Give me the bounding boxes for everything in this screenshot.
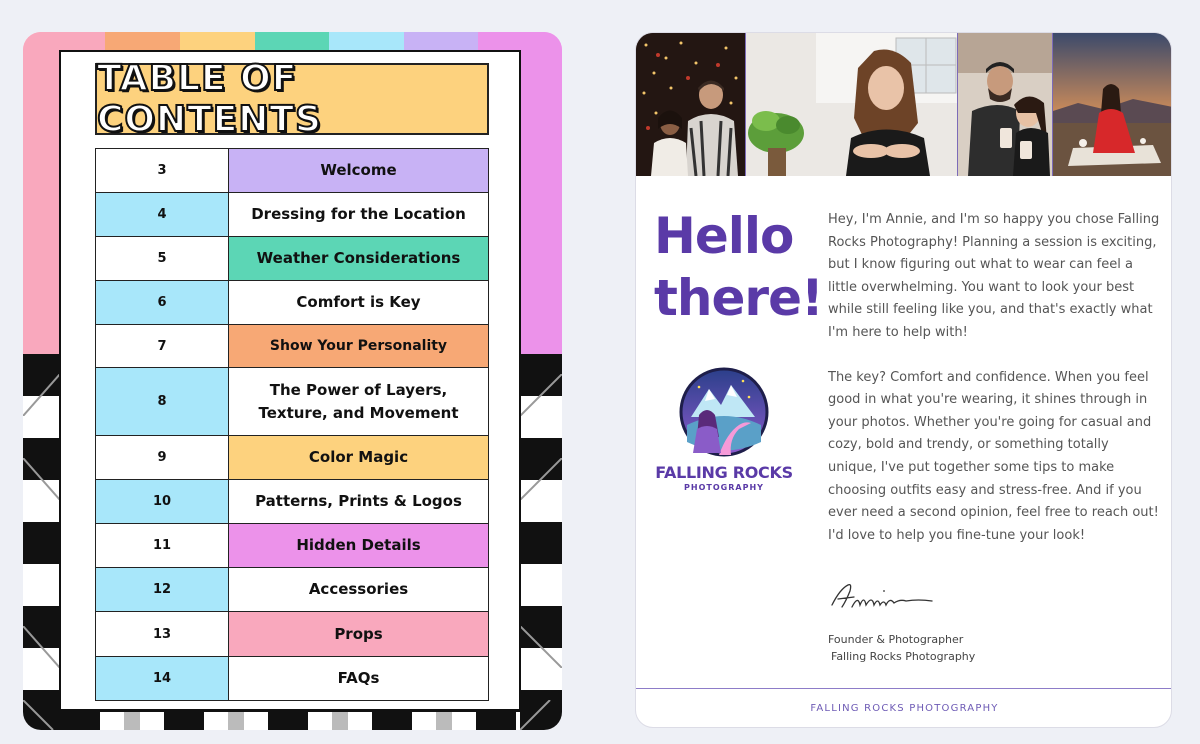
footer-divider [636, 688, 1172, 689]
diagonal-tile [23, 700, 60, 730]
toc-page-number: 10 [96, 480, 229, 524]
color-stripe-row [23, 32, 562, 50]
toc-page-number: 4 [96, 193, 229, 237]
intro-paragraph: Hey, I'm Annie, and I'm so happy you chose Falling Rocks Photography! Planning a session is exciting, but I know figuring out what to wear can feel a little overwhelming. You want to look your best while still feeling like you, and that's exactly what I'm here to help with! [828, 212, 1160, 340]
toc-page [23, 32, 562, 730]
sunset-portrait-photo [1053, 33, 1172, 176]
toc-row[interactable] [96, 436, 489, 480]
diagonal-tile [23, 626, 60, 668]
toc-page-number: 12 [96, 568, 229, 612]
toc-row[interactable] [96, 281, 489, 325]
toc-section-label[interactable]: Color Magic [229, 436, 489, 480]
toc-section-label[interactable]: Show Your Personality [229, 325, 489, 368]
greeting-heading [654, 205, 823, 329]
toc-section-label[interactable]: Hidden Details [229, 524, 489, 568]
toc-row[interactable] [96, 325, 489, 368]
logo-subtitle: PHOTOGRAPHY [684, 483, 764, 492]
toc-row[interactable] [96, 657, 489, 701]
couple-drinks-photo [958, 33, 1053, 176]
toc-section-label[interactable]: Weather Considerations [229, 237, 489, 281]
toc-row[interactable] [96, 193, 489, 237]
toc-page-number: 6 [96, 281, 229, 325]
toc-section-label[interactable]: The Power of Layers, Texture, and Movement [229, 368, 489, 436]
toc-card [59, 50, 521, 711]
toc-row[interactable] [96, 237, 489, 281]
falling-rocks-logo [654, 367, 794, 497]
toc-row[interactable] [96, 568, 489, 612]
signer-title: Founder & Photographer [828, 633, 964, 646]
toc-row[interactable] [96, 524, 489, 568]
footer-brand: FALLING ROCKS PHOTOGRAPHY [810, 703, 999, 714]
toc-section-label[interactable]: Comfort is Key [229, 281, 489, 325]
diagonal-tile [520, 458, 562, 500]
diagonal-tile [23, 458, 60, 500]
toc-section-label[interactable]: Dressing for the Location [229, 193, 489, 237]
toc-section-label[interactable]: FAQs [229, 657, 489, 701]
toc-page-number: 11 [96, 524, 229, 568]
toc-page-number: 5 [96, 237, 229, 281]
toc-row[interactable] [96, 480, 489, 524]
toc-page-number: 3 [96, 149, 229, 193]
toc-page-number: 14 [96, 657, 229, 701]
welcome-page [635, 32, 1172, 728]
toc-row[interactable] [96, 612, 489, 657]
toc-page-number: 8 [96, 368, 229, 436]
toc-page-number: 7 [96, 325, 229, 368]
diagonal-tile [23, 374, 60, 416]
diagonal-tile [520, 700, 562, 730]
photo-strip [636, 33, 1172, 176]
intro-text [828, 209, 1160, 547]
logo-emblem-icon [679, 367, 769, 457]
toc-row[interactable] [96, 368, 489, 436]
couple-christmas-photo [636, 33, 746, 176]
toc-title: TABLE OF CONTENTS [95, 63, 489, 135]
logo-name: FALLING ROCKS [655, 463, 793, 482]
toc-section-label[interactable]: Props [229, 612, 489, 657]
portrait-photo [746, 33, 958, 176]
toc-section-label[interactable]: Accessories [229, 568, 489, 612]
diagonal-tile [520, 374, 562, 416]
diagonal-tile [520, 626, 562, 668]
toc-row[interactable] [96, 149, 489, 193]
signer-company: Falling Rocks Photography [831, 650, 976, 663]
toc-page-number: 9 [96, 436, 229, 480]
intro-paragraph: The key? Comfort and confidence. When you feel good in what you're wearing, it shines through in your photos. Whether you're going for casual and cozy, bold and trendy, or something totally unique, I've put together some tips to make choosing outfits easy and stress-free. And if you ever need a second opinion, feel free to reach out! I'd love to help you fine-tune your look! [828, 369, 1159, 543]
toc-table [95, 148, 489, 701]
greeting-line1: Hello [654, 207, 794, 265]
signature [828, 577, 938, 617]
bottom-pattern-strip [60, 712, 520, 730]
toc-page-number: 13 [96, 612, 229, 657]
greeting-line2: there! [654, 269, 823, 327]
toc-section-label[interactable]: Welcome [229, 149, 489, 193]
toc-section-label[interactable]: Patterns, Prints & Logos [229, 480, 489, 524]
